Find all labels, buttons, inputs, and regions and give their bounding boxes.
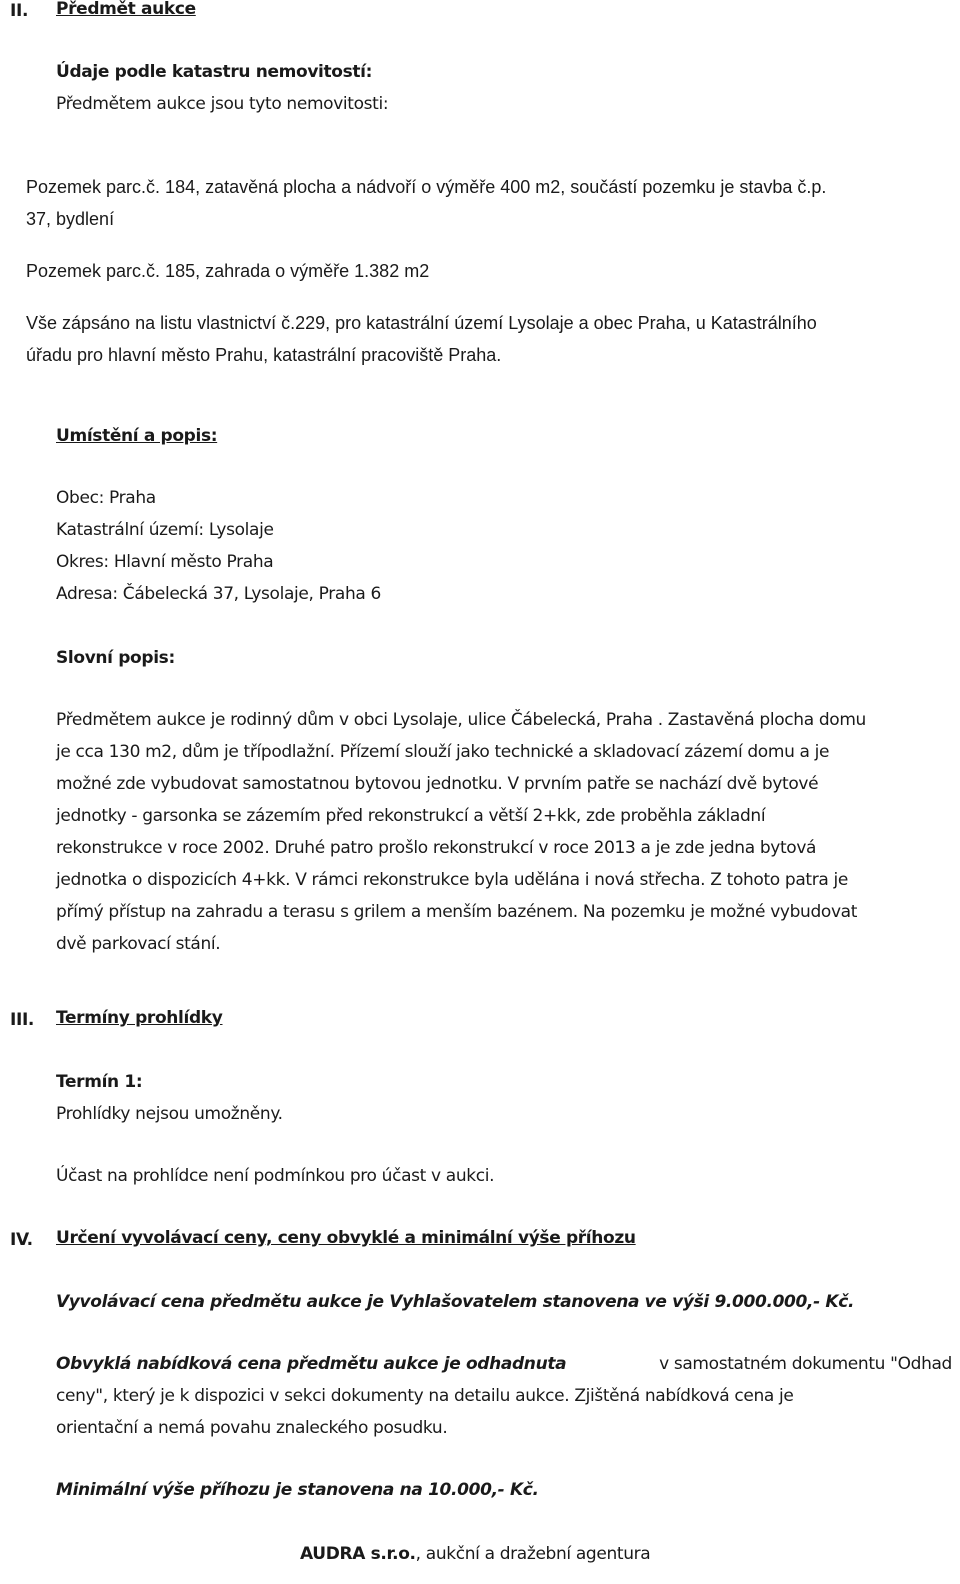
ownership-registry-line-2: úřadu pro hlavní město Prahu, katastrální pracoviště Praha. bbox=[26, 345, 502, 365]
description-line: Předmětem aukce je rodinný dům v obci Lysolaje, ulice Čábelecká, Praha . Zastavěná plocha domu bbox=[56, 710, 866, 730]
verbal-description-heading: Slovní popis: bbox=[56, 648, 175, 668]
footer-tagline: , aukční a dražební agentura bbox=[415, 1544, 651, 1564]
description-line: dvě parkovací stání. bbox=[56, 934, 221, 954]
usual-price-line-3: orientační a nemá povahu znaleckého posudku. bbox=[56, 1418, 448, 1438]
description-line: rekonstrukce v roce 2002. Druhé patro prošlo rekonstrukcí v roce 2013 a je zde jedna bytová bbox=[56, 838, 817, 858]
description-line: přímý přístup na zahradu a terasu s grilem a menším bazénem. Na pozemku je možné vybudovat bbox=[56, 902, 858, 922]
section-title: Předmět aukce bbox=[56, 0, 196, 19]
cadastre-intro: Předmětem aukce jsou tyto nemovitosti: bbox=[56, 94, 389, 114]
minimum-increment: Minimální výše příhozu je stanovena na 10.000,- Kč. bbox=[56, 1480, 539, 1500]
usual-price-rest: v samostatném dokumentu "Odhad bbox=[659, 1354, 952, 1374]
cadastral-area: Katastrální území: Lysolaje bbox=[56, 520, 274, 540]
usual-price-bold: Obvyklá nabídková cena předmětu aukce je odhadnuta bbox=[56, 1354, 567, 1374]
section-title: Termíny prohlídky bbox=[56, 1008, 223, 1028]
parcel-184-line-2: 37, bydlení bbox=[26, 209, 115, 229]
section-title: Určení vyvolávací ceny, ceny obvyklé a minimální výše příhozu bbox=[56, 1228, 636, 1248]
description-line: je cca 130 m2, dům je třípodlažní. Přízemí slouží jako technické a skladovací zázemí domu a je bbox=[56, 742, 830, 762]
section-number: II. bbox=[10, 1, 29, 21]
municipality: Obec: Praha bbox=[56, 488, 156, 508]
address: Adresa: Čábelecká 37, Lysolaje, Praha 6 bbox=[56, 584, 381, 604]
section-number: IV. bbox=[10, 1230, 33, 1250]
district: Okres: Hlavní město Praha bbox=[56, 552, 274, 572]
term-text: Prohlídky nejsou umožněny. bbox=[56, 1104, 283, 1124]
starting-price: Vyvolávací cena předmětu aukce je Vyhlašovatelem stanovena ve výši 9.000.000,- Kč. bbox=[56, 1292, 855, 1312]
footer bbox=[300, 1546, 650, 1563]
usual-price-line-1 bbox=[56, 1356, 952, 1373]
cadastre-heading: Údaje podle katastru nemovitostí: bbox=[56, 62, 373, 82]
usual-price-line-2: ceny", který je k dispozici v sekci dokumenty na detailu aukce. Zjištěná nabídková cena je bbox=[56, 1386, 794, 1406]
description-line: jednotka o dispozicích 4+kk. V rámci rekonstrukce byla udělána i nová střecha. Z tohoto patra je bbox=[56, 870, 848, 890]
section-number: III. bbox=[10, 1010, 35, 1030]
location-heading: Umístění a popis: bbox=[56, 426, 218, 446]
parcel-184-line-1: Pozemek parc.č. 184, zatavěná plocha a nádvoří o výměře 400 m2, součástí pozemku je stavba č.p. bbox=[26, 177, 827, 197]
description-line: možné zde vybudovat samostatnou bytovou jednotku. V prvním patře se nachází dvě bytové bbox=[56, 774, 819, 794]
term-label: Termín 1: bbox=[56, 1072, 143, 1092]
footer-company: AUDRA s.r.o. bbox=[300, 1544, 416, 1564]
inspection-note: Účast na prohlídce není podmínkou pro účast v aukci. bbox=[56, 1166, 495, 1186]
parcel-185: Pozemek parc.č. 185, zahrada o výměře 1.382 m2 bbox=[26, 261, 430, 281]
ownership-registry-line-1: Vše zápsáno na listu vlastnictví č.229, pro katastrální území Lysolaje a obec Praha, u Katastrálního bbox=[26, 313, 817, 333]
description-line: jednotky - garsonka se zázemím před rekonstrukcí a větší 2+kk, zde proběhla základní bbox=[56, 806, 766, 826]
